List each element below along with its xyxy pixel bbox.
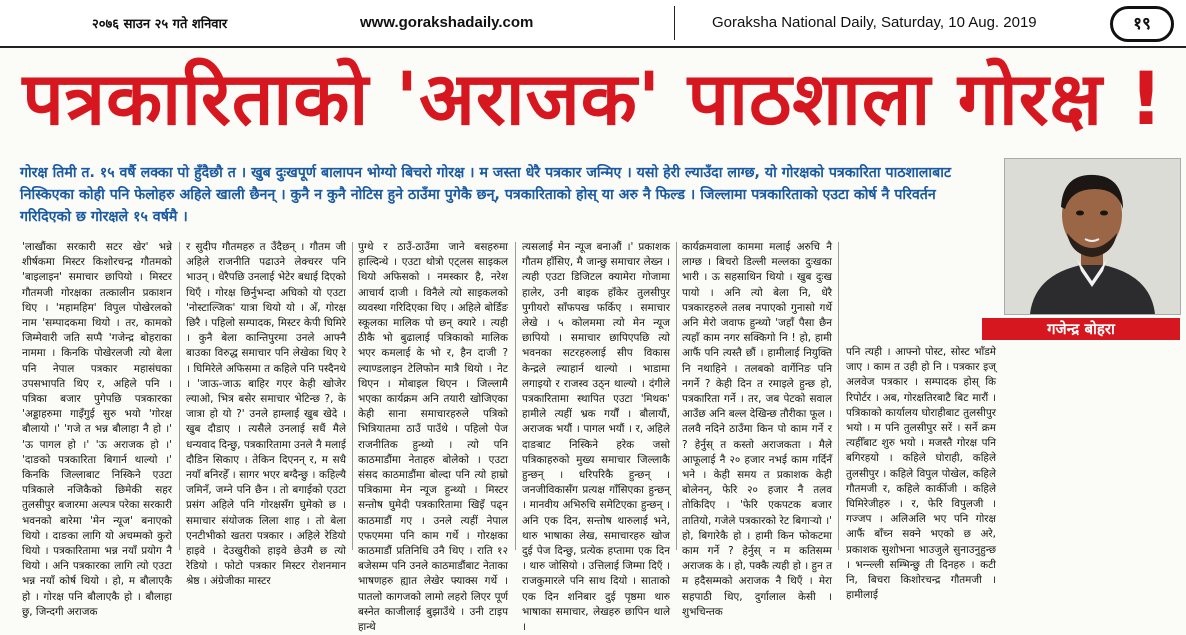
masthead-strip: [0, 0, 1186, 48]
column-divider: [352, 242, 353, 550]
article-column-2: र सुदीप गौतमहरु त उँदैछन् । गौतम जी अहिले राजनीति पढाउने लेक्चरर पनि भाउन् । धेरैपछि उनलाई भेटेर बधाई दिएको थिएँ । गोरक्ष छिर्नुभन्दा अघिको यो एउटा 'नोस्टाल्जिक' यात्रा थियो यो । अँ, गोरक्ष छिरै । पहिलो सम्पादक, मिस्टर केपी घिमिरे । कुनै बेला कान्तिपुरमा उनले आफ्नै बाउका विरुद्ध समाचार पनि लेखेका थिए रे । घिमिरेले अफिसमा त कहिले पनि पस्दैनथे । 'जाऊ-जाऊ बाहिर गएर केही खोजेर ल्याओ, भित्र बसेर समाचार भेटिन्छ ?, के जात्रा हो यो ?' उनले हाम्लाई खुब खेदे । खुब दौडाए । त्यसैले उनलाई सधैं मैले धन्यवाद दिन्छु, पत्रकारितामा उनले नै मलाई दौडिन सिकाए । तेकिन दिएनन् र, म सधै नयाँ बनिरहेँ । सागर भएर बग्दैन्छु । कहिल्यै जमिनँ, जम्ने पनि छैन । तो बगाईको एउटा प्रसंग अहिले पनि गोरक्षसँग घुमेको छ । समाचार संयोजक लिला शाह । तो बेला एनटीभीको खतरा पत्रकार । अहिले रेडियो हाइवे । देउखुरीको हाइवे छेउमै छ त्यो रेडियो । फोटो पत्रकार मिस्टर रोशनमान श्रेष्ठ । अंग्रेजीका मास्टर: [186, 241, 346, 588]
author-byline: गजेन्द्र बोहरा: [982, 318, 1180, 340]
column-divider: [515, 242, 516, 550]
column-divider: [179, 242, 180, 550]
article-column-4: त्यसलाई मेन न्यूज बनाऔं ।' प्रकाशक गौतम हाँसिए, मै जान्छु समाचार लेख्न । त्यही एउटा डिजिटल क्यामेरा गोजामा हालेर, उनी बाइक हाँकेर तुलसीपुर पुगीयरो साँफपख फर्किए । समाचार लेखे । ५ कोलममा त्यो मेन न्यूज छापियो । समाचार छापिएपछि त्यो भवनका सटरहरुलाई सीप विकास केन्द्रले ल्याहार्न थाल्यो । भाडामा लगाइयो र राजस्व उठ्न थाल्यो । दंगीले पत्रकारितामा स्थापित एउटा 'मिथक' हामीले त्यहीं भ्रक गर्यौं । बौलायौं, अराजक भयौं । पागल भयौं । र, अहिले दाङबाट निस्किने हरेक जसो पत्रिकाहरुको मुख्य समाचार जिल्लाकै हुन्छन् । धरिपरिकै हुन्छन् । जनजीविकासँग प्रत्यक्ष गाँसिएका हुन्छन् । मानवीय अभिरुचि समेटिएका हुन्छन् । अनि एक दिन, सन्तोष थारुलाई भने, थारु भाषाका लेख, समाचारहरु खोज दुई पेज दिन्छु, प्रत्येक हप्तामा एक दिन । थारु जोसियो । उत्तिलाई जिम्मा दिएँ । राजकुमारले पनि साथ दियो । साताको एक दिन शनिबार दुई पृष्ठमा थारु भाषाका समाचार, लेखहरु छापिन थाले ।: [522, 241, 670, 634]
article-subhead: गोरक्ष तिमी त. १५ वर्षै लक्का पो हुँदैछौ त । खुब दुःखपूर्ण बालापन भोग्यो बिचरो गोरक्ष । म जस्ता धेरै पत्रकार जन्मिए । यसो हेरी ल्याउँदा लाग्छ, यो गोरक्षको पत्रकारिता पाठशालाबाट निस्किएका कोही पनि फेलोहरु अहिले खाली छैनन् । कुनै न कुनै नोटिस हुने ठाउँमा पुगेकै छन्, पत्रकारिताको होस् या अरु नै फिल्ड । जिल्लामा पत्रकारिताको एउटा कोर्ष नै परिवर्तन गरिदिएको छ गोरक्षले १५ वर्षमै ।: [20, 165, 952, 225]
column-divider: [676, 242, 677, 550]
author-photo: [1004, 158, 1181, 315]
masthead-divider: [674, 6, 675, 40]
article-headline: पत्रकारिताको 'अराजक' पाठशाला गोरक्ष !: [22, 57, 1164, 142]
author-portrait-image: [1005, 159, 1180, 314]
article-column-1: 'लाखौंका सरकारी सटर खेर' भन्ने शीर्षकमा मिस्टर किशोरचन्द्र गौतमको 'बाइलाइन' समाचार छापियो । मिस्टर गौतमजी गोरक्षका तत्कालीन प्रकाशन थिए । 'महामहिम' विपुल पोखेरलको नाम 'सम्पादकमा थियो । तर, कामको जिम्मेवारी जति सप्पै 'गजेन्द्र बोहराका नाममा । किनकि पोखेरलजी त्यो बेला पनि नेपाल पत्रकार महासंघका उपसभापति थिए र, अहिले पनि । पत्रिका बजार पुगेपछि पत्रकारका 'अड्डाहरुमा गाइँगुई सुरु भयो 'गोरक्ष बौलायो ।' 'गजे त भन्न बौलाहा नै हो ।' 'ऊ पागल हो ।' 'ऊ अराजक हो ।' 'दाङको पत्रकारिता बिगार्न थाल्यो ।' किनकि जिल्लाबाट निस्किने एउटा पत्रिकाले नजिकैको छिमेकी सहर तुलसीपुर बजारमा अल्पत्र परेका सरकारी भवनको बारेमा 'मेन न्यूज' बनाएको थियो । दाङका लागि यो अचम्मको कुरो थियो । पत्रकारितामा भन्न नयाँ प्रयोग नै थियो । अनि पत्रकारका लागि त्यो एउटा भन्न नयाँ कोर्ष थियो । हो, म बौलाएकै हो । गोरक्ष पनि बौलाएकै हो । बौलाहा छु, जिन्दगी अराजक: [22, 241, 172, 618]
masthead-date: २०७६ साउन २५ गते शनिवार: [92, 17, 228, 32]
masthead-paper-info: Goraksha National Daily, Saturday, 10 Aug. 2019: [712, 14, 1037, 31]
article-column-3: पुग्थे र ठाउँ-ठाउँमा जाने बसहरुमा हाल्दिन्थे । एउटा थोत्रो एट्लस साइकल थियो अफिसको । नमस्कार है, नरेश आचार्य दाजी । विनैले त्यो साइकलको व्यवस्था गरिदिएका थिए । अहिले बोर्डिङ स्कूलका मालिक पो छन् क्यारे । त्यही ठीकै भो बुढालाई पत्रिकाको मालिक भएर कमलाई के भो र, हैन दाजी ? ल्याण्डलाइन टेलिफोन मात्रै थियो । नेट थिएन । मोबाइल थिएन । जिल्लामै भएका कार्यक्रम अनि तयारी खोजिएका केही साना समाचारहरुले पत्रिको भित्रियातमा ठाउँ पाउँथे । पहिलो पेज राजनीतिक हुन्थ्यो । त्यो पनि काठमाडौंमा नेताहरु बोलेको । एउटा संसद काठमाडौंमा बोल्दा पनि त्यो हाम्रो पत्रिकामा मेन न्यूज हुन्थ्यो । मिस्टर सन्तोष घुमेदी पत्रकारितामा खिइँ पढ्न काठमाडौं गए । उनले त्यहीं नेपाल एफएममा पनि काम गर्थे । गोरक्षका काठमाडौं प्रतिनिधि उनै थिए । राति १२ बजेसम्म पनि उनले काठमाडौंबाट नेताका भाषणहरु ह्यात लेखेर फ्याक्स गर्थे । पातलो कागजको लामो लहरो लिएर पूर्ण बस्नेत काजीलाई बुझाउँथे । उनी टाइप हान्थे: [358, 241, 508, 634]
column-divider: [838, 242, 839, 550]
masthead-url[interactable]: www.gorakshadaily.com: [360, 14, 534, 31]
page-number-badge: १९: [1110, 6, 1174, 42]
article-column-5: कार्यक्रमवाला काममा मलाई अरुचि नै लाग्छ । बिचरो डिल्ली मल्लका दुःखका भारी । ऊ सहसाथिन थियो । खुब दुःख पायो । अनि त्यो बेला नि, धेरै पत्रकारहरुले तलब नपाएको गुनासो गर्थे अनि मेरो जवाफ हुन्थ्यो 'जहाँ पैसा छैन त्यहाँ काम नगर सक्किगो नि ! हो, हामी आफैं पनि त्यस्तै छौं । हामीलाई नियुक्ति नि नथाहिने । तलबको वार्गेनिङ पनि नगर्ने ? केही दिन त रमाइले हुन्छ हो, पत्रकारिता गर्ने । तर, जब पेटको सवाल आउँछ अनि बल्ल देखिन्छ तौरीका फूल । तलवै नदिने ठाउँमा किन पो काम गर्ने र ? हेर्नुस् त कस्तो अराजकता । मैले आफूलाई नै २० हजार नभई काम गर्दिनँ भने । केही समय त प्रकाशक केही बोलेनन्, फेरि २० हजार नै तलव तोकिदिए । 'फेरि एकपटक बजार तातियो, गजेले पत्रकारको रेट बिगार्‍यो ।' हो, बिगारेकै हो । हामी किन फोकटमा काम गर्ने ? हेर्नुस् न म कतिसम्म अराजक के । हो, पक्कै त्यही हो । हुन त म हदैसम्मको अराजक नै थिएँ । मेरा सहपाठी थिए, दुर्गालाल केसी । शुभचिन्तक: [682, 241, 832, 618]
article-column-6: पनि त्यही । आफ्नो पोस्ट, सोस्ट भाँडमे जाए । काम त उही हो नि । पत्रकार इज् अलवेज पत्रकार । सम्पादक होस् कि रिपोर्टर । अब, गोरक्षतिरबाटै बिट मारौं । पत्रिकाको कार्यालय घोराहीबाट तुलसीपुर भयो । म पनि तुलसीपुर सरें । सर्ने क्रम त्यहीँबाट शुरु भयो । मजस्तै गोरक्ष पनि बगिरहयो । कहिले घोराही, कहिले तुलसीपुर । कहिले विपुल पोखेल, कहिले गौतमजी र, कहिले कार्कीजी । कहिले घिमिरेजीहरु । र, फेरि विपुलजी । गज्जप । अलिअलि भए पनि गोरक्ष आफैं बाँच्न सक्ने भएको छ अरे, प्रकाशक सुशोभना भाउजुले सुनाउनुहुन्छ । भन्न्ल्ली सम्भिन्छु ती दिनहरु । कटी नि, बिचरा किशोरचन्द्र गौतमजी । हामीलाई: [846, 346, 996, 602]
